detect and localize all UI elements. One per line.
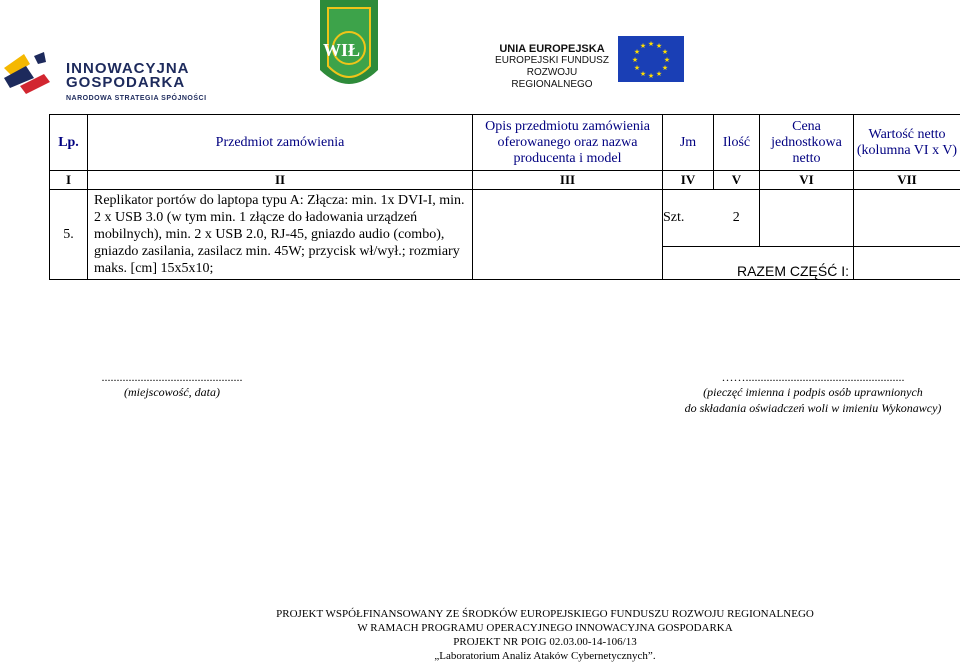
roman-cell: III [473, 171, 663, 190]
total-value[interactable] [854, 247, 960, 280]
roman-numerals-row [50, 171, 960, 190]
item-subject: Replikator portów do laptopa typu A: Złącza: min. 1x DVI-I, min. 2 x USB 3.0 (w tym min. 1 złącze do ładowania urządzeń mobilnych), min. 2 x USB 2.0, RJ-45, gniazdo audio (combo), gniazdo zasilania, zasilacz min. 45W; przycisk wł/wył.; rozmiary maks. [cm] 15x5x10; [88, 190, 473, 280]
contractor-signature-label-1: (pieczęć imienna i podpis osób uprawnionych [703, 385, 923, 399]
wil-logo-text: WIŁ [323, 40, 361, 60]
svg-text:★: ★ [631, 56, 639, 64]
roman-cell: VI [760, 171, 854, 190]
table-row [50, 190, 960, 247]
svg-text:★: ★ [655, 42, 663, 50]
order-table [49, 114, 960, 280]
roman-cell: I [50, 171, 88, 190]
svg-text:★: ★ [633, 48, 641, 56]
svg-text:★: ★ [647, 72, 655, 80]
roman-cell: VII [854, 171, 960, 190]
footer-line-3: PROJEKT NR POIG 02.03.00-14-106/13 [453, 636, 637, 648]
svg-text:★: ★ [663, 56, 671, 64]
header-description: Opis przedmiotu zamówienia oferowanego oraz nazwa producenta i model [473, 115, 663, 171]
item-description[interactable] [473, 190, 663, 280]
total-label: RAZEM CZĘŚĆ I: [663, 247, 854, 280]
innowacyjna-gospodarka-logo-icon [0, 48, 64, 96]
header-unit-price: Cena jednostkowa netto [760, 115, 854, 171]
contractor-signature-dots: ……..................................................... [721, 370, 905, 384]
item-unit: Szt. [663, 190, 714, 247]
roman-cell: V [714, 171, 760, 190]
footer-line-2: W RAMACH PROGRAMU OPERACYJNEGO INNOWACYJNA GOSPODARKA [357, 622, 733, 634]
header-value: Wartość netto (kolumna VI x V) [854, 115, 960, 171]
item-value[interactable] [854, 190, 960, 247]
item-quantity: 2 [714, 190, 760, 247]
innowacyjna-gospodarka-text [66, 62, 207, 106]
roman-cell: IV [663, 171, 714, 190]
svg-text:★: ★ [655, 70, 663, 78]
svg-text:★: ★ [633, 64, 641, 72]
eu-logo-text [488, 43, 616, 91]
place-date-label: (miejscowość, data) [124, 385, 220, 399]
item-lp: 5. [50, 190, 88, 280]
header-quantity: Ilość [714, 115, 760, 171]
eu-flag-icon [618, 36, 684, 82]
svg-text:★: ★ [639, 42, 647, 50]
eu-line-3: ROZWOJU REGIONALNEGO [511, 67, 593, 90]
item-unit-price[interactable] [760, 190, 854, 247]
contractor-signature-label-2: do składania oświadczeń woli w imieniu Wykonawcy) [684, 401, 942, 415]
header-logos [0, 0, 960, 100]
logo-line-1: INNOWACYJNA [66, 60, 190, 77]
logo-line-2: GOSPODARKA [66, 74, 186, 91]
table-header-row [50, 115, 960, 171]
header-lp: Lp. [50, 115, 88, 171]
eu-line-2: EUROPEJSKI FUNDUSZ [495, 55, 609, 66]
header-unit: Jm [663, 115, 714, 171]
roman-cell: II [88, 171, 473, 190]
svg-text:★: ★ [661, 64, 669, 72]
svg-text:★: ★ [661, 48, 669, 56]
footer-line-1: PROJEKT WSPÓŁFINANSOWANY ZE ŚRODKÓW EUROPEJSKIEGO FUNDUSZU ROZWOJU REGIONALNEGO [276, 608, 814, 620]
svg-text:★: ★ [647, 40, 655, 48]
header-subject: Przedmiot zamówienia [88, 115, 473, 171]
place-date-dots: ............................................... [101, 370, 243, 384]
logo-line-3: NARODOWA STRATEGIA SPÓJNOŚCI [66, 95, 207, 102]
eu-line-1: UNIA EUROPEJSKA [499, 43, 605, 55]
contractor-signature [668, 370, 958, 416]
place-date-signature [82, 370, 262, 400]
svg-text:★: ★ [639, 70, 647, 78]
project-footer [170, 607, 920, 663]
footer-line-4: „Laboratorium Analiz Ataków Cybernetycznych”. [434, 650, 656, 662]
